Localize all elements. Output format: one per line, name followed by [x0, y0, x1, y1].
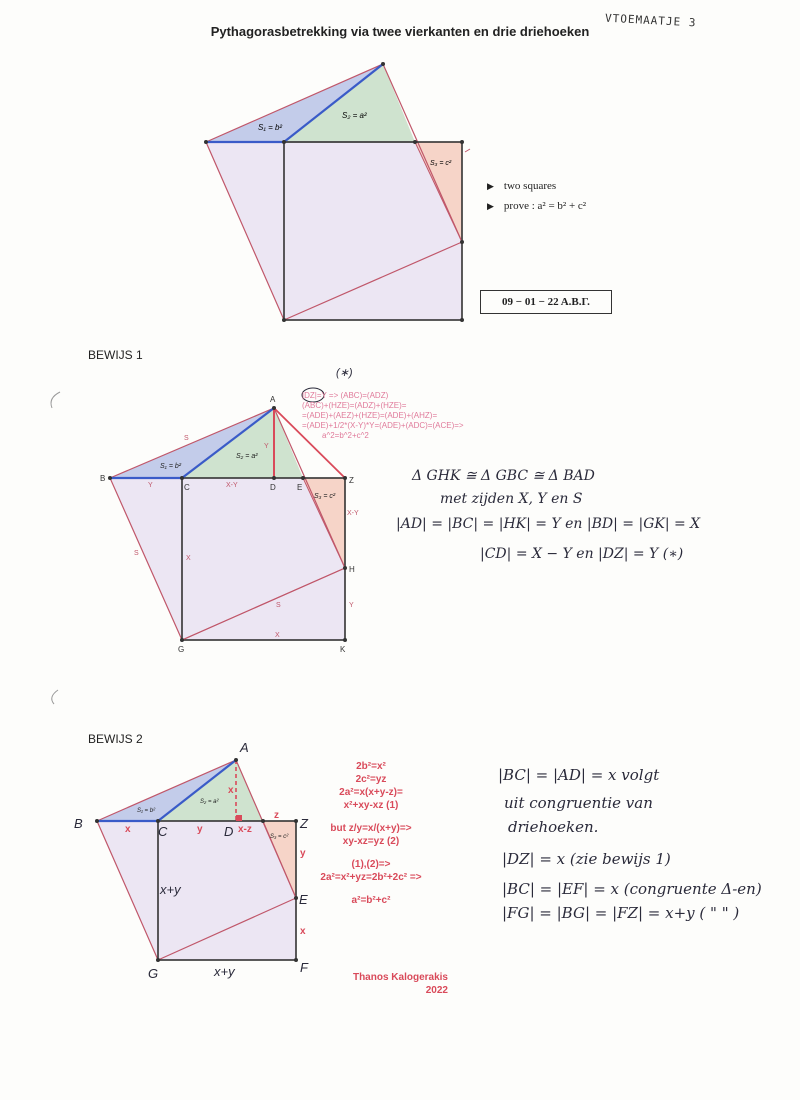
b2-side-z: z: [274, 810, 279, 821]
b2-side-x-z: x-z: [238, 824, 252, 835]
b1-hw-line-2: met zijden X, Y en S: [440, 491, 583, 507]
fig1-s3-label: S₃ = c²: [430, 160, 452, 167]
b2-vertex-z: Z: [300, 816, 308, 831]
b1-vertex-k: K: [340, 645, 346, 654]
b1-side-s-left: S: [134, 550, 139, 557]
b1-s3-label: S₃ = c²: [314, 493, 336, 500]
b2-vertex-d: D: [224, 824, 234, 839]
b2-s3-label: S₃ = c²: [270, 834, 289, 840]
b2-side-y-ze: y: [300, 848, 306, 859]
b1-side-x-bottom: X: [275, 632, 280, 639]
bullet-item: ▶ two squares: [487, 180, 557, 192]
b2-side-xy-left: x+y: [160, 882, 181, 897]
corner-handwritten-note: VTOEMAATJE 3: [604, 11, 697, 30]
b1-side-y-bc: Y: [148, 482, 153, 489]
b1-side-x-y-right: X-Y: [347, 510, 359, 517]
b2-hw-line-2: uit congruentie van: [504, 794, 653, 812]
b2-side-xy-bottom: x+y: [214, 964, 235, 979]
date-box: 09 − 01 − 22 Α.Β.Γ.: [480, 290, 612, 314]
b2-vertex-f: F: [300, 960, 308, 975]
bewijs-1-heading: BEWIJS 1: [88, 348, 143, 362]
b2-hw-line-6: |FG| = |BG| = |FZ| = x+y ( " " ): [502, 904, 740, 922]
b1-hw-line-4: |CD| = X − Y en |DZ| = Y (∗): [480, 546, 684, 562]
b2-s2-label: S₂ = a²: [200, 799, 219, 805]
b1-side-y-right: Y: [349, 602, 354, 609]
b2-hw-line-4: |DZ| = x (zie bewijs 1): [502, 850, 671, 868]
bullet-triangle-icon: ▶: [487, 201, 494, 211]
b1-side-x-y: X-Y: [226, 482, 238, 489]
b1-vertex-d: D: [270, 483, 276, 492]
bewijs-2-heading: BEWIJS 2: [88, 732, 143, 746]
bullet-item: ▶ prove : a² = b² + c²: [487, 200, 587, 212]
b2-hw-line-5: |BC| = |EF| = x (congruente Δ-en): [502, 880, 762, 898]
b1-side-s-top: S: [184, 435, 189, 442]
b1-side-x-left: X: [186, 555, 191, 562]
b1-vertex-e: E: [297, 483, 303, 492]
b1-vertex-b: B: [100, 474, 106, 483]
b1-side-s-bottom: S: [276, 602, 281, 609]
b2-side-x-ad: x: [228, 785, 234, 796]
b2-vertex-b: B: [74, 816, 83, 831]
b1-vertex-c: C: [184, 483, 190, 492]
author-credit: Thanos Kalogerakis 2022: [352, 972, 448, 996]
b1-hw-line-1: Δ GHK ≅ Δ GBC ≅ Δ BAD: [412, 468, 595, 484]
b2-side-x-ef: x: [300, 926, 306, 937]
b1-s1-label: S₁ = b²: [160, 463, 182, 470]
bullet-triangle-icon: ▶: [487, 181, 494, 191]
fig1-s1-label: S₁ = b²: [258, 123, 283, 132]
b2-vertex-g: G: [148, 966, 159, 981]
page-title: Pythagorasbetrekking via twee vierkanten en drie driehoeken: [210, 24, 590, 39]
b1-vertex-z: Z: [349, 476, 354, 485]
b2-vertex-a: A: [240, 740, 249, 755]
b2-red-proof: 2b²=x² 2c²=yz 2a²=x(x+y-z)= x²+xy-xz (1) but z/y=x/(x+y)=> xy-xz=yz (2) (1),(2)=> 2a²=x²+yz=2b²+2c² => a²=b²+c²: [320, 761, 422, 906]
b1-s2-label: S₂ = a²: [236, 453, 258, 460]
b1-star-note: (∗): [336, 367, 353, 379]
b1-side-y-ad: Y: [264, 443, 269, 450]
b2-hw-line-3: driehoeken.: [508, 818, 599, 836]
b1-vertex-g: G: [178, 645, 185, 654]
b1-vertex-a: A: [270, 395, 276, 404]
b2-hw-line-1: |BC| = |AD| = x volgt: [498, 766, 660, 784]
b2-vertex-c: C: [158, 824, 168, 839]
b2-side-x-bc: x: [125, 824, 131, 835]
b1-equations: |DZ|=Y => (ABC)=(ADZ) (ABC)+(HZE)=(ADZ)+(HZE)= =(ADE)+(AEZ)+(HZE)=(ADE)+(AHZ)= =(ADE)+1/2*(X-Y)*Y=(ADE)+(ADC)=(ACE)=> a^2=b^2+c^2: [302, 391, 464, 440]
b2-side-y-cd: y: [197, 824, 203, 835]
fig1-s2-label: S₂ = a²: [342, 111, 367, 120]
b2-s1-label: S₁ = b²: [137, 808, 156, 814]
b1-hw-line-3: |AD| = |BC| = |HK| = Y en |BD| = |GK| = X: [396, 516, 701, 532]
b1-vertex-h: H: [349, 565, 355, 574]
b2-vertex-e: E: [299, 892, 308, 907]
